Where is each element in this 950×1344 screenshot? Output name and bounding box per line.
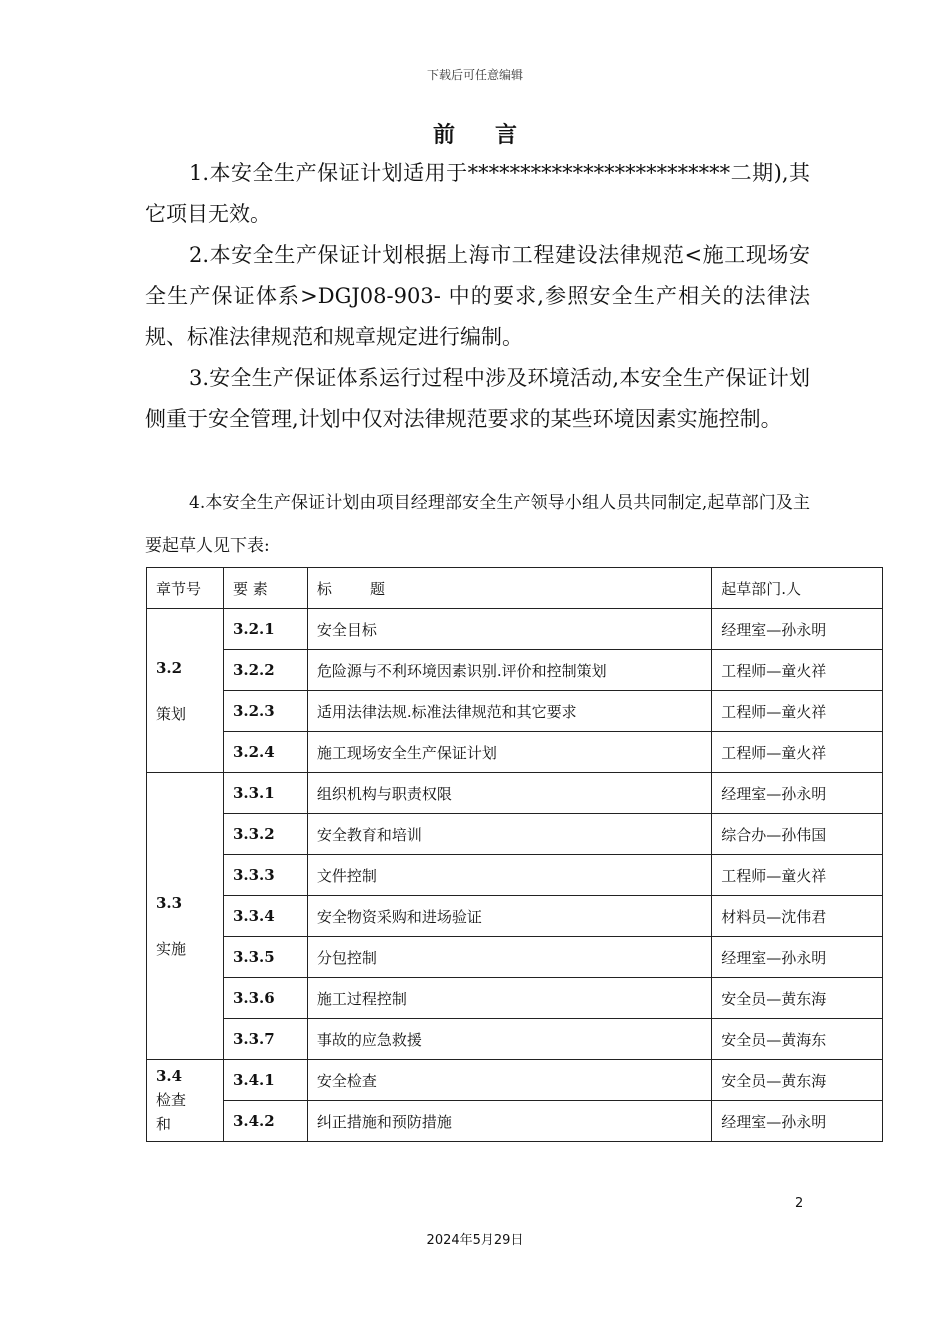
element-drafter: 材料员—沈伟君	[712, 896, 883, 937]
drafter-table	[146, 567, 883, 1142]
footer-date: 2024年5月29日	[426, 1233, 524, 1248]
element-code: 3.3.6	[223, 978, 307, 1019]
element-drafter: 安全员—黄东海	[712, 978, 883, 1019]
group-label: 检查和	[156, 1091, 187, 1133]
paragraph-4: 4.本安全生产保证计划由项目经理部安全生产领导小组人员共同制定,起草部门及主要起草人见下表:	[145, 493, 810, 556]
element-code: 3.4.2	[223, 1101, 307, 1142]
element-drafter: 综合办—孙伟国	[712, 814, 883, 855]
element-code: 3.2.2	[223, 650, 307, 691]
element-title: 安全教育和培训	[307, 814, 711, 855]
table-row	[147, 691, 883, 732]
header-cell-chapter: 章节号	[147, 568, 224, 609]
element-drafter: 工程师—童火祥	[712, 855, 883, 896]
group-label: 策划	[156, 704, 187, 723]
element-code: 3.2.4	[223, 732, 307, 773]
group-label: 实施	[156, 940, 187, 958]
table-header-row	[147, 568, 883, 609]
element-title: 施工现场安全生产保证计划	[307, 732, 711, 773]
table-row	[147, 978, 883, 1019]
element-title: 安全检查	[307, 1060, 711, 1101]
table-row	[147, 773, 883, 814]
group-number: 3.2	[156, 658, 183, 677]
element-code: 3.2.1	[223, 609, 307, 650]
paragraph-3: 3.安全生产保证体系运行过程中涉及环境活动,本安全生产保证计划侧重于安全管理,计划中仅对法律规范要求的某些环境因素实施控制。	[145, 366, 810, 431]
header-cell-drafter: 起草部门.人	[712, 568, 883, 609]
page-number: 2	[795, 1196, 804, 1211]
paragraph-1: 1.本安全生产保证计划适用于*************************二期),其它项目无效。	[145, 161, 810, 226]
element-code: 3.3.2	[223, 814, 307, 855]
element-drafter: 工程师—童火祥	[712, 732, 883, 773]
group-cell-3-2	[147, 609, 224, 773]
element-drafter: 经理室—孙永明	[712, 1101, 883, 1142]
header-cell-title: 标 题	[307, 568, 711, 609]
element-title: 危险源与不利环境因素识别.评价和控制策划	[307, 650, 711, 691]
group-number: 3.3	[156, 894, 183, 912]
table-row	[147, 937, 883, 978]
element-drafter: 安全员—黄海东	[712, 1019, 883, 1060]
element-title: 安全目标	[307, 609, 711, 650]
group-number: 3.4	[156, 1067, 183, 1085]
table-row	[147, 650, 883, 691]
table-row	[147, 609, 883, 650]
element-code: 3.3.1	[223, 773, 307, 814]
paragraph-2: 2.本安全生产保证计划根据上海市工程建设法律规范<施工现场安全生产保证体系>DGJ08-903- 中的要求,参照安全生产相关的法律法规、标准法律规范和规章规定进行编制。	[145, 243, 810, 349]
table-row	[147, 896, 883, 937]
element-drafter: 经理室—孙永明	[712, 937, 883, 978]
element-code: 3.2.3	[223, 691, 307, 732]
table-row	[147, 1019, 883, 1060]
element-drafter: 工程师—童火祥	[712, 691, 883, 732]
element-code: 3.3.7	[223, 1019, 307, 1060]
element-title: 适用法律法规.标准法律规范和其它要求	[307, 691, 711, 732]
element-code: 3.4.1	[223, 1060, 307, 1101]
element-title: 分包控制	[307, 937, 711, 978]
table-row	[147, 855, 883, 896]
element-title: 事故的应急救援	[307, 1019, 711, 1060]
page-title: 前言	[432, 122, 557, 148]
element-code: 3.3.4	[223, 896, 307, 937]
table-row	[147, 732, 883, 773]
element-drafter: 经理室—孙永明	[712, 609, 883, 650]
header-cell-element: 要 素	[223, 568, 307, 609]
element-code: 3.3.5	[223, 937, 307, 978]
element-code: 3.3.3	[223, 855, 307, 896]
page-header: 下载后可任意编辑	[426, 68, 523, 82]
element-drafter: 工程师—童火祥	[712, 650, 883, 691]
group-cell-3-3	[147, 773, 224, 1060]
table-row	[147, 1101, 883, 1142]
table-row	[147, 1060, 883, 1101]
group-cell-3-4	[147, 1060, 224, 1142]
element-drafter: 安全员—黄东海	[712, 1060, 883, 1101]
element-title: 文件控制	[307, 855, 711, 896]
element-title: 组织机构与职责权限	[307, 773, 711, 814]
element-title: 纠正措施和预防措施	[307, 1101, 711, 1142]
element-title: 施工过程控制	[307, 978, 711, 1019]
element-title: 安全物资采购和进场验证	[307, 896, 711, 937]
element-drafter: 经理室—孙永明	[712, 773, 883, 814]
table-row	[147, 814, 883, 855]
